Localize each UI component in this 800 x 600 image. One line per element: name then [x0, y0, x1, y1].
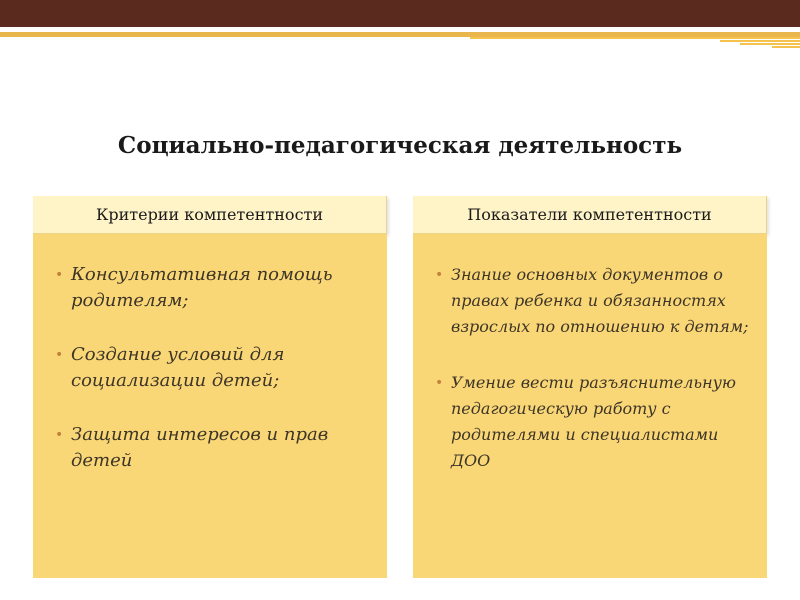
criteria-panel [33, 196, 387, 578]
bullet-dot-icon: • [55, 347, 64, 363]
bullet-dot-icon: • [55, 427, 64, 443]
list-item [51, 422, 369, 474]
list-item-text: Создание условий для социализации детей; [71, 344, 285, 391]
criteria-body [33, 234, 387, 578]
list-item-text: Знание основных документов о правах ребенка и обязанностях взрослых по отношению к детям; [451, 265, 749, 336]
indicators-list [431, 262, 749, 474]
list-item-text: Умение вести разъяснительную педагогическую работу с родителями и специалистами ДОО [451, 373, 737, 470]
slide-title: Социально-педагогическая деятельность [117, 132, 683, 159]
criteria-header: Критерии компетентности [33, 196, 387, 234]
bullet-dot-icon: • [55, 267, 64, 283]
bullet-dot-icon: • [435, 267, 444, 283]
bullet-dot-icon: • [435, 375, 444, 391]
decorative-stripe-corner [470, 37, 800, 39]
list-item [51, 342, 369, 394]
decorative-stripe-corner [740, 43, 800, 45]
list-item [51, 262, 369, 314]
indicators-panel [413, 196, 767, 578]
top-decorative-bar [0, 0, 800, 27]
list-item-text: Защита интересов и прав детей [71, 424, 329, 471]
list-item-text: Консультативная помощь родителям; [71, 264, 333, 311]
decorative-stripe-corner [772, 46, 800, 48]
decorative-stripe-corner [720, 40, 800, 42]
indicators-body [413, 234, 767, 578]
list-item [431, 370, 749, 474]
criteria-list [51, 262, 369, 474]
list-item [431, 262, 749, 340]
indicators-header: Показатели компетентности [413, 196, 767, 234]
